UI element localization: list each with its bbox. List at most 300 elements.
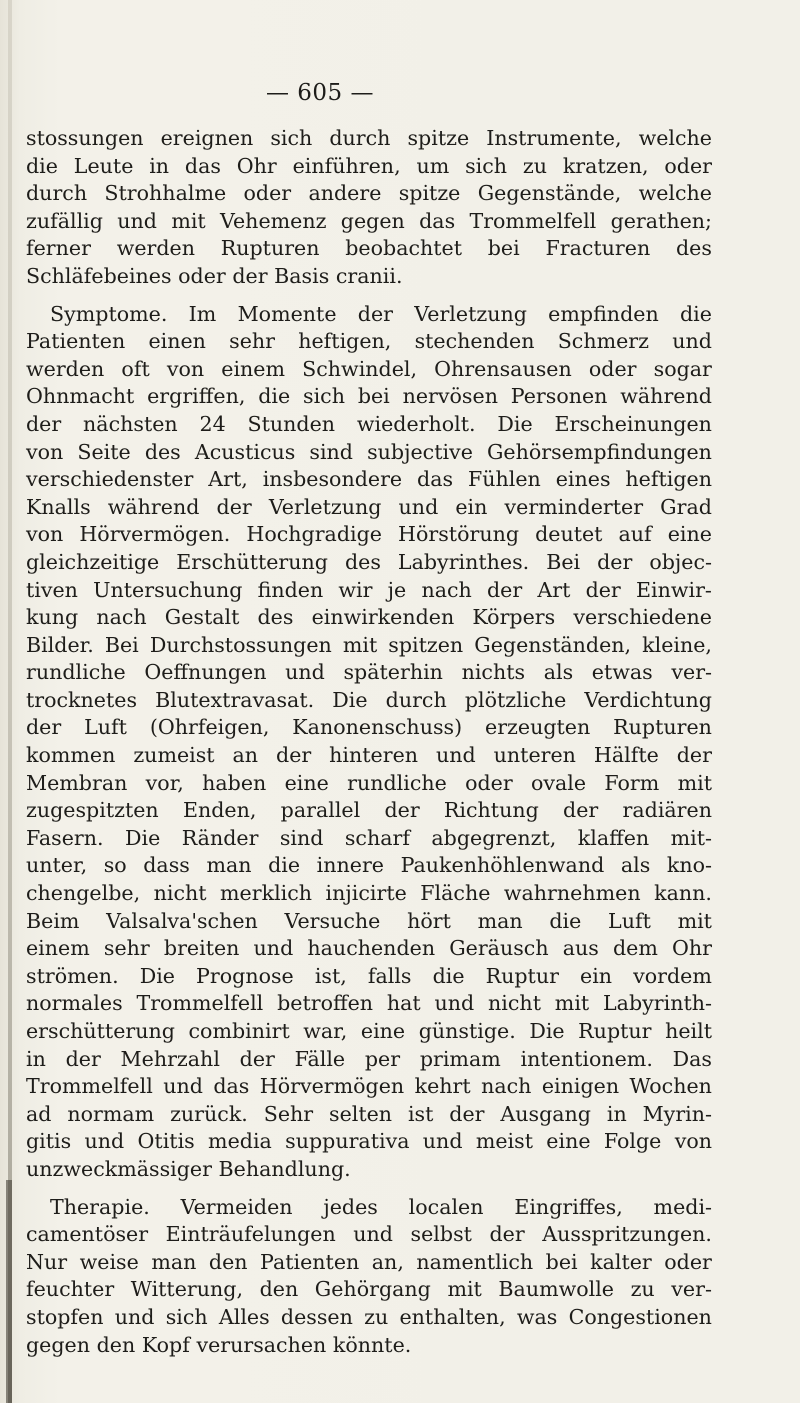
word: nächsten [83,411,178,436]
word: mit [554,991,590,1016]
word: Myrin- [642,1101,712,1126]
word: der [597,549,633,574]
word: Ohnmacht [26,384,135,409]
word: Eingriffes, [514,1194,623,1219]
word: Oeffnungen [144,660,267,685]
word: in [26,1046,46,1071]
word: Luft [84,715,127,740]
word: Ruptur [485,963,559,988]
paragraph-gap [26,291,712,301]
word: kann. [654,881,712,906]
text-line [26,208,712,236]
word: Die [332,687,368,712]
word: eine [360,1019,406,1043]
word: Grad [660,494,712,519]
word: die [679,301,712,326]
word: Kanonenschuss) [292,715,463,740]
word: je [387,577,407,602]
text-line [26,687,712,715]
word: durch [26,181,88,206]
text-line [26,1194,712,1222]
text-line [26,1276,712,1304]
word: (Ohrfeigen, [149,715,270,740]
word: oder [243,181,292,206]
word: der [276,743,312,768]
word: eine [284,770,329,795]
word: in [606,1101,627,1126]
word: Leute [73,153,134,178]
word: Ohrensausen [434,356,572,381]
word: Gehörgang [314,1277,431,1302]
word: Gestalt [164,605,240,630]
paragraph-gap [26,1184,712,1194]
word: Hälfte [593,743,659,768]
text-line [26,770,712,798]
word: Form [604,770,660,795]
word: und [672,329,712,354]
text-line [26,328,712,356]
word: Rupturen [613,715,712,740]
word: die [258,384,291,409]
word: und [285,660,325,685]
word: Valsalva'schen [106,908,258,933]
text-line [26,1101,712,1129]
word: Sehr [263,1101,314,1126]
word: objec- [649,549,712,574]
text-line [26,1046,712,1074]
word: der [449,1101,485,1126]
text-line [26,632,712,660]
word: erschütterung [26,1019,175,1043]
word: gleichzeitige [26,549,160,574]
text-line [26,263,712,291]
word: Fläche [420,881,491,906]
word: aus [562,936,599,961]
word: Fracturen [545,236,651,261]
word: zufällig [26,208,103,233]
word: Die [529,1019,565,1043]
word: Labyrinth- [603,991,712,1016]
word: den [96,1332,136,1357]
word: Die [139,963,175,988]
word: Verdichtung [584,687,712,712]
word: media [208,1129,272,1154]
text-line [26,797,712,825]
word: ist [407,1101,434,1126]
word: zumeist [133,743,215,768]
word: Hochgradige [246,522,382,547]
word: der [26,715,62,740]
word: injicirte [325,881,407,906]
word: und [84,1129,125,1154]
word: dem [612,936,658,961]
word: Gehörsempfindungen [486,439,712,464]
word: kleine, [642,632,712,657]
word: Labyrinthes. [397,549,530,574]
word: werden [116,236,195,261]
word: des [257,605,294,630]
word: trocknetes [26,687,138,712]
word: und [398,494,439,519]
text-line [26,1221,712,1249]
text-line [26,990,712,1018]
word: nichts [461,660,526,685]
text-line [26,1156,712,1184]
word: Folge [603,1129,662,1154]
word: günstige. [418,1019,516,1043]
word: verursachen [196,1332,327,1357]
word: plötzliche [464,687,567,712]
word: oder [465,770,513,795]
word: die [26,153,58,178]
word: um [416,153,450,178]
word: war, [303,1019,348,1043]
word: selbst [410,1222,472,1247]
word: ist, [314,963,347,988]
word: abgegrenzt, [431,825,557,850]
word: Gegenstände, [477,181,622,206]
word: man [477,908,523,933]
word: stopfen [26,1304,104,1329]
word: Instrumente, [486,126,622,150]
word: beobachtet [345,236,463,261]
text-line [26,825,712,853]
word: Ausspritzungen. [542,1222,712,1247]
word: die [268,853,301,878]
word: Enden, [182,798,257,823]
word: strömen. [26,963,119,988]
text-line [26,356,712,384]
word: kommen [26,743,116,768]
word: gegen [340,208,405,233]
text-line [26,235,712,263]
word: dass [143,853,190,878]
word: nach [481,1074,532,1099]
word: Basis [274,263,330,288]
word: Untersuchung [93,577,243,602]
word: einem [221,356,286,381]
word: zurück. [170,1101,248,1126]
text-line [26,880,712,908]
word: Rupturen [220,236,320,261]
text-line [26,659,712,687]
word: das [213,1074,250,1099]
word: von [166,356,205,381]
word: des [344,549,381,574]
word: Geräusch [449,936,549,961]
word: Paukenhöhlenwand [400,853,605,878]
word: Membran [26,770,128,795]
word: und [422,1129,463,1154]
word: heftigen, [298,329,392,354]
word: Bei [104,632,139,657]
word: Baumwolle [498,1277,614,1302]
word: parallel [280,798,361,823]
word: Bei [546,549,581,574]
text-line [26,963,712,991]
word: sehr [103,936,150,961]
word: feuchter [26,1277,115,1302]
word: Symptome. [50,301,168,326]
word: rundliche [26,660,126,685]
word: durch [385,687,447,712]
word: Durchstossungen [149,632,332,657]
text-line [26,714,712,742]
word: Vermeiden [180,1194,293,1219]
word: oder [664,153,712,178]
word: Schmerz [557,329,650,354]
word: medi- [653,1194,712,1219]
word: deutet [535,522,603,547]
word: selten [329,1101,393,1126]
word: kung [26,605,79,630]
word: dessen [280,1304,353,1329]
word: der [239,1046,275,1071]
text-line [26,521,712,549]
word: der [216,494,252,519]
word: und [434,991,475,1016]
word: Mehrzahl [120,1046,220,1071]
word: Erscheinungen [554,411,712,436]
word: klaffen [577,825,650,850]
word: der [563,798,599,823]
word: sich [270,126,313,150]
word: werden [26,356,105,381]
word: merklich [220,881,313,906]
text-line [26,742,712,770]
word: Schwindel, [302,356,418,381]
word: der [486,577,523,602]
word: nervösen [402,384,498,409]
word: jedes [323,1194,378,1219]
word: empfinden [548,301,659,326]
word: bei [357,384,390,409]
word: den [259,1277,299,1302]
word: ein [455,494,488,519]
word: combinirt [188,1019,290,1043]
word: Hörvermögen [259,1074,405,1099]
word: ver- [671,1277,712,1302]
word: Beim [26,908,80,933]
word: normales [26,991,123,1016]
word: Prognose [196,963,294,988]
word: spitze [398,181,461,206]
word: andere [308,181,382,206]
word: eines [555,467,611,492]
text-line [26,604,712,632]
word: 24 [199,411,226,436]
word: zu [522,153,547,178]
word: verschiedenster [26,467,194,492]
word: von [26,522,64,547]
word: Acusticus [194,439,296,464]
word: mit [447,1277,482,1302]
word: Die [124,825,161,850]
word: nicht [153,881,207,906]
text-line [26,301,712,329]
word: ovale [531,770,587,795]
word: ad [26,1101,52,1126]
word: eine [667,522,712,547]
word: Schläfebeines [26,263,172,288]
word: an [232,743,259,768]
word: zugespitzten [26,798,159,823]
word: der [65,1046,101,1071]
word: mit- [670,825,712,850]
word: so [103,853,127,878]
word: weise [79,1249,139,1274]
word: der [26,411,62,436]
word: an, [371,1249,404,1274]
word: sich [165,1304,208,1329]
word: tiven [26,577,78,602]
text-line [26,466,712,494]
word: und [435,743,476,768]
word: sogar [653,356,712,381]
word: gegen [26,1332,91,1357]
word: man [151,1249,197,1274]
word: wahrnehmen [503,881,641,906]
word: zu [364,1304,389,1329]
word: der [676,743,712,768]
word: der [384,798,420,823]
word: scharf [344,825,410,850]
word: der [585,577,621,602]
word: enthalten, [399,1304,506,1329]
word: Art, [208,467,248,492]
word: Verletzung [268,494,382,519]
word: kratzen, [562,153,649,178]
word: während [620,384,712,409]
text-line [26,1018,712,1046]
word: sind [279,825,324,850]
word: mit [677,770,712,795]
word: hat [386,991,421,1016]
word: Hörstörung [398,522,520,547]
word: bei [487,236,520,261]
word: ferner [26,236,91,261]
word: etwas [591,660,653,685]
word: als [620,853,651,878]
word: sind [309,439,353,464]
word: unter, [26,853,88,878]
word: Otitis [137,1129,195,1154]
word: spitze [407,126,470,150]
word: Das [672,1046,712,1071]
word: heftigen [625,467,712,492]
text-line [26,153,712,181]
word: Die [497,411,533,436]
text-line [26,411,712,439]
word: mit [171,208,206,233]
word: hört [407,908,451,933]
word: Luft [608,908,651,933]
word: von [674,1129,712,1154]
word: welche [638,126,712,150]
word: kno- [666,853,712,878]
word: Fühlen [467,467,541,492]
word: normam [67,1101,155,1126]
word: finden [257,577,324,602]
word: nicht [488,991,541,1016]
word: Ohr [672,936,712,961]
paragraph [26,125,712,291]
word: stechenden [414,329,535,354]
paragraph [26,301,712,1184]
paragraph [26,1194,712,1360]
word: und [114,1304,155,1329]
word: verminderter [504,494,644,519]
text-line [26,1304,712,1332]
word: Einwir- [635,577,712,602]
word: Patienten [26,329,126,354]
word: ereignen [160,126,254,150]
word: breiten [163,936,240,961]
word: Hörvermögen. [79,522,231,547]
word: und [353,1222,393,1247]
word: und [163,1074,203,1099]
text-line [26,383,712,411]
word: ergriffen, [147,384,246,409]
word: spitzen [388,632,464,657]
word: ver- [671,660,712,685]
body-text [26,125,712,1359]
word: einem [26,936,90,961]
word: chengelbe, [26,881,141,906]
word: das [419,208,456,233]
text-line [26,180,712,208]
text-line [26,1249,712,1277]
word: insbesondere [262,467,403,492]
word: Wochen [629,1074,712,1099]
word: späterhin [343,660,443,685]
word: camentöser [26,1222,149,1247]
word: cranii. [335,263,403,288]
text-line [26,494,712,522]
word: Blutextravasat. [155,687,315,712]
word: gerathen; [610,208,712,233]
word: mit [677,908,712,933]
word: Trommelfell [26,1074,153,1099]
word: rundliche [347,770,447,795]
word: Patienten [260,1249,360,1274]
word: eine [546,1129,591,1154]
word: Fasern. [26,825,104,850]
page-number: — 605 — [265,80,375,106]
word: die [432,963,465,988]
word: per [364,1046,401,1071]
word: hinteren [329,743,419,768]
word: Seite [77,439,131,464]
word: der [489,1222,525,1247]
word: oder [664,1249,712,1274]
word: auf [618,522,652,547]
word: Vehemenz [220,208,327,233]
word: intentionem. [520,1046,653,1071]
word: gitis [26,1129,72,1154]
text-line [26,1128,712,1156]
text-line [26,549,712,577]
word: nach [421,577,472,602]
word: ein [580,963,613,988]
word: einen [148,329,206,354]
word: Congestionen [568,1304,712,1329]
word: einführen, [292,153,401,178]
word: unteren [493,743,576,768]
word: verschiedene [573,605,712,630]
word: unzweckmässiger [26,1156,212,1181]
word: erzeugten [485,715,591,740]
